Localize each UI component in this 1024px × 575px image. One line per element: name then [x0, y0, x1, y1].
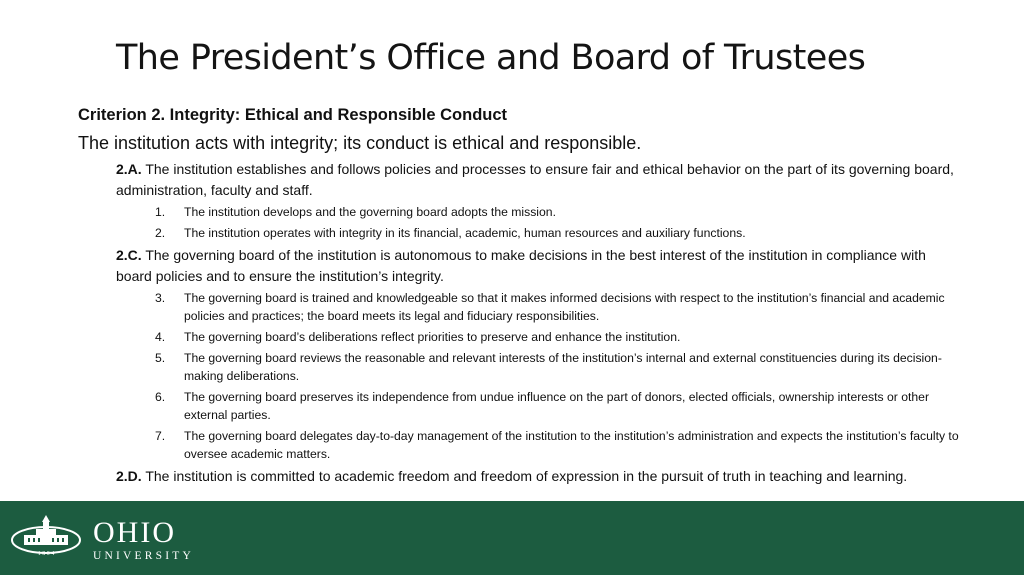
logo-subword: UNIVERSITY — [93, 550, 194, 562]
list-item — [155, 289, 974, 325]
item-text: The governing board reviews the reasonable and relevant interests of the institution’s internal and external constituencies during its decision-making deliberations. — [184, 351, 942, 383]
item-text: The governing board preserves its independence from undue influence on the part of donors, elected officials, ownership interests or other external parties. — [184, 390, 930, 422]
logo-year: 1 8 0 4 — [37, 551, 55, 557]
item-text: The governing board is trained and knowledgeable so that it makes informed decisions with respect to the institution’s financial and academic policies and practices; the board meets its legal and fiduciary responsibilities. — [184, 291, 945, 323]
section-text: The institution establishes and follows policies and processes to ensure fair and ethical behavior on the part of its governing board, administration, faculty and staff. — [116, 161, 954, 198]
item-number: 5. — [155, 351, 166, 365]
section-2c-items — [78, 289, 978, 463]
slide-content — [78, 104, 978, 489]
list-item — [155, 203, 974, 221]
section-2c — [116, 245, 956, 287]
logo-word: OHIO — [93, 516, 176, 549]
section-2a-items — [78, 203, 978, 242]
section-code: 2.D. — [116, 468, 142, 484]
cutler-hall-seal-icon — [10, 515, 82, 559]
list-item — [155, 328, 974, 346]
section-code: 2.A. — [116, 161, 142, 177]
item-number: 4. — [155, 330, 166, 344]
item-number: 3. — [155, 291, 166, 305]
item-number: 6. — [155, 390, 166, 404]
item-number: 7. — [155, 429, 166, 443]
item-text: The governing board delegates day-to-day management of the institution to the institution’s administration and expects the institution’s faculty to oversee academic matters. — [184, 429, 959, 461]
section-2d — [116, 466, 956, 487]
item-text: The institution operates with integrity in its financial, academic, human resources and auxiliary functions. — [184, 226, 746, 240]
slide-title: The President’s Office and Board of Trustees — [116, 38, 866, 78]
section-text: The institution is committed to academic freedom and freedom of expression in the pursuit of truth in teaching and learning. — [141, 468, 908, 484]
section-code: 2.C. — [116, 247, 142, 263]
list-item — [155, 224, 974, 242]
ohio-university-logo — [93, 518, 194, 563]
list-item — [155, 427, 974, 463]
section-text: The governing board of the institution is autonomous to make decisions in the best interest of the institution in compliance with board policies and to ensure the institution’s integrity. — [116, 247, 926, 284]
criterion-heading: Criterion 2. Integrity: Ethical and Responsible Conduct — [78, 106, 508, 124]
item-text: The governing board’s deliberations reflect priorities to preserve and enhance the institution. — [184, 330, 681, 344]
item-text: The institution develops and the governing board adopts the mission. — [184, 205, 556, 219]
item-number: 2. — [155, 226, 166, 240]
list-item — [155, 349, 974, 385]
list-item — [155, 388, 974, 424]
item-number: 1. — [155, 205, 166, 219]
section-2a — [116, 159, 956, 201]
criterion-statement: The institution acts with integrity; its conduct is ethical and responsible. — [78, 133, 642, 153]
